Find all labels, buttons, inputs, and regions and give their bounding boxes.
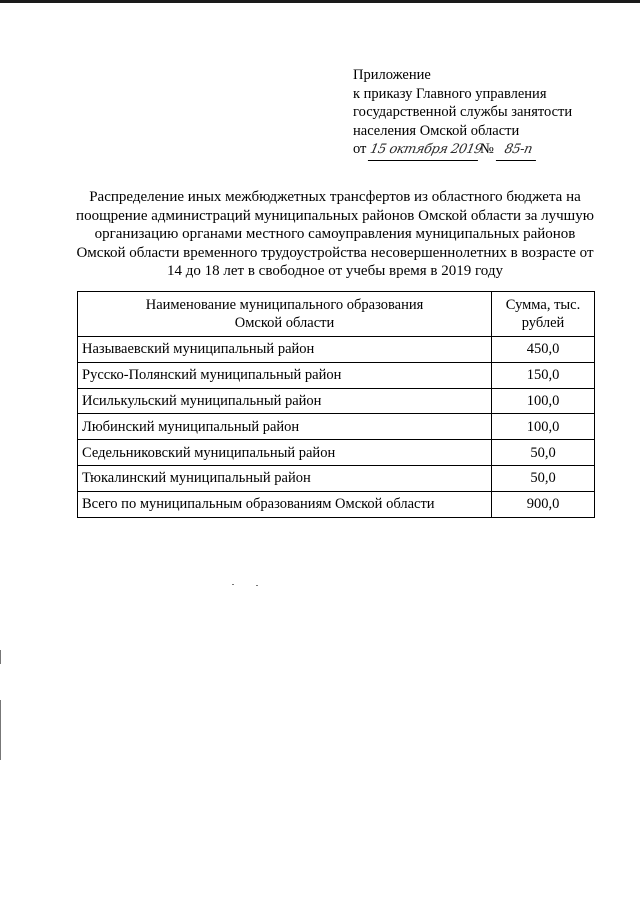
table-row — [78, 440, 595, 466]
appendix-line: Приложение — [353, 67, 431, 83]
allocation-table — [77, 291, 595, 518]
scan-top-edge — [0, 0, 640, 3]
table-row — [78, 414, 595, 440]
order-date-number-line — [353, 140, 623, 161]
district-name: Исилькульский муниципальный район — [78, 388, 492, 414]
district-sum: 450,0 — [492, 337, 595, 363]
handwritten-date: 15 октября 2019 — [368, 141, 482, 161]
document-title: Распределение иных межбюджетных трансфертов из областного бюджета на поощрение администраций муниципальных районов Омской области за лучшую организацию органами местного самоуправления муниципальных районов Омской области временного трудоустройства несовершеннолетних в возрасте от 14 до 18 лет в свободное от учебы время в 2019 году — [76, 189, 594, 280]
district-sum: 100,0 — [492, 388, 595, 414]
column-header-name — [78, 292, 492, 337]
total-sum: 900,0 — [492, 491, 595, 517]
date-prefix: от — [353, 141, 367, 157]
appendix-block — [353, 66, 623, 161]
district-name: Русско-Полянский муниципальный район — [78, 362, 492, 388]
district-sum: 100,0 — [492, 414, 595, 440]
scan-speck — [256, 585, 258, 586]
scan-speck — [232, 584, 234, 585]
appendix-line: государственной службы занятости — [353, 104, 573, 120]
district-sum: 150,0 — [492, 362, 595, 388]
column-header-name-line: Омской области — [234, 315, 335, 331]
table-row — [78, 337, 595, 363]
table-row — [78, 362, 595, 388]
handwritten-order-number: 85-п — [495, 141, 539, 161]
column-header-sum-line: рублей — [521, 315, 565, 331]
total-name: Всего по муниципальным образованиям Омской области — [78, 491, 492, 517]
table-total-row — [78, 491, 595, 517]
district-name: Тюкалинский муниципальный район — [78, 465, 492, 491]
table-row — [78, 465, 595, 491]
district-name: Любинский муниципальный район — [78, 414, 492, 440]
table-row — [78, 388, 595, 414]
district-name: Называевский муниципальный район — [78, 337, 492, 363]
column-header-sum-line: Сумма, тыс. — [505, 297, 581, 313]
column-header-name-line: Наименование муниципального образования — [145, 297, 424, 313]
district-name: Седельниковский муниципальный район — [78, 440, 492, 466]
column-header-sum — [492, 292, 595, 337]
district-sum: 50,0 — [492, 465, 595, 491]
appendix-line: к приказу Главного управления — [353, 85, 547, 102]
table-header-row — [78, 292, 595, 337]
number-prefix: № — [480, 141, 494, 157]
appendix-line: населения Омской области — [353, 122, 520, 139]
scan-edge-mark — [0, 700, 1, 760]
district-sum: 50,0 — [492, 440, 595, 466]
scan-edge-mark — [0, 650, 1, 664]
